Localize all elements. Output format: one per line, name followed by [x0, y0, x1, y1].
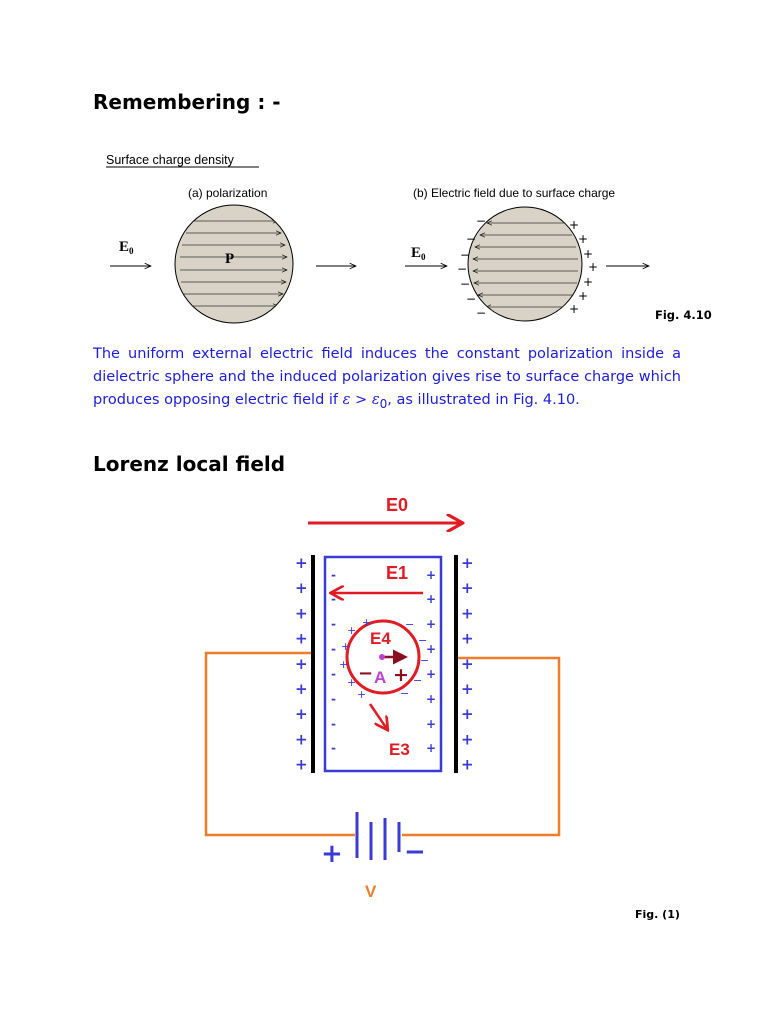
svg-text:+: +: [362, 616, 372, 629]
surface-plus: +: [578, 289, 589, 303]
dipole-minus: −: [358, 663, 374, 684]
plate-plus-right: +: [461, 579, 474, 598]
slab-minus: -: [331, 667, 336, 681]
slab-plus: +: [426, 568, 437, 582]
svg-text:−: −: [420, 654, 430, 667]
point-a-label: A: [374, 668, 387, 687]
svg-text:+: +: [357, 688, 367, 701]
circuit-wire: [206, 653, 559, 835]
slab-plus: +: [426, 717, 437, 731]
surface-minus: −: [460, 248, 471, 262]
plate-plus-right: +: [461, 755, 474, 774]
battery-plus: +: [321, 839, 343, 869]
slab-surface-charges: [331, 568, 436, 755]
panel-b-label: (b) Electric field due to surface charge: [413, 186, 616, 200]
surface-plus: +: [569, 302, 580, 316]
plate-plus-left: +: [295, 680, 308, 698]
plate-plus-left: +: [295, 629, 308, 648]
surface-minus: −: [457, 262, 468, 276]
svg-text:+: +: [347, 624, 357, 637]
plate-plus-left: +: [295, 604, 308, 623]
e4-label: E4: [370, 629, 391, 648]
surface-plus: +: [578, 232, 589, 246]
svg-text:−: −: [400, 687, 410, 700]
plate-plus-right: +: [461, 705, 474, 724]
panel-a-label: (a) polarization: [188, 186, 268, 200]
plate-plus-left: +: [295, 654, 308, 673]
plate-plus-right: +: [461, 604, 474, 623]
plate-charges: [295, 554, 474, 774]
plate-plus-right: +: [461, 654, 474, 673]
dielectric-slab: [325, 557, 441, 771]
surface-minus: −: [466, 292, 477, 306]
slab-minus: -: [331, 568, 336, 582]
surface-plus: +: [583, 247, 594, 261]
slab-minus: -: [331, 692, 336, 706]
plate-plus-left: +: [295, 755, 308, 774]
battery: [357, 812, 399, 860]
figure-caption-4-10: Fig. 4.10: [655, 308, 712, 322]
surface-minus: −: [476, 214, 487, 228]
dipole-plus: +: [393, 664, 409, 686]
polarization-label: P: [225, 251, 235, 267]
voltage-label: V: [365, 882, 377, 901]
plate-plus-right: +: [461, 629, 474, 648]
slab-plus: +: [426, 741, 437, 755]
description-paragraph: The uniform external electric field induces the constant polarization inside a dielectric sphere and the induced polarization gives rise to surface charge which produces opposing electric field if $\varepsilon > \varepsilon_0$, as illustrated in Fig. 4.10.: [93, 346, 681, 411]
plate-plus-left: +: [295, 705, 308, 724]
slab-plus: +: [426, 617, 437, 631]
surface-minus: −: [460, 277, 471, 291]
figure-polarization: [0, 0, 768, 340]
surface-plus: +: [588, 260, 599, 274]
slab-minus: -: [331, 741, 336, 755]
slab-minus: -: [331, 592, 336, 606]
figure-caption-1: Fig. (1): [635, 908, 680, 921]
e1-label: E1: [386, 563, 409, 583]
slab-plus: +: [426, 642, 437, 656]
e0-label-a: $E_0$: [119, 239, 134, 256]
plate-plus-left: +: [295, 554, 308, 572]
e3-arrow: [370, 704, 387, 729]
slab-plus: +: [426, 692, 437, 706]
cavity-surface-charges: [339, 616, 429, 701]
plate-plus-right: +: [461, 680, 474, 698]
slab-plus: +: [426, 667, 437, 681]
section-heading-lorenz: Lorenz local field: [93, 452, 286, 476]
point-a-dot: [379, 654, 385, 660]
figure-title: Surface charge density: [106, 153, 234, 167]
slab-minus: -: [331, 642, 336, 656]
svg-text:+: +: [339, 658, 349, 671]
slab-minus: -: [331, 717, 336, 731]
surface-plus: +: [583, 275, 594, 289]
plate-plus-left: +: [295, 730, 308, 749]
svg-text:−: −: [405, 618, 415, 631]
plate-plus-right: +: [461, 730, 474, 749]
section-heading-remembering: Remembering : -: [93, 90, 281, 114]
surface-plus: +: [569, 218, 580, 232]
e3-label: E3: [389, 740, 410, 759]
plate-plus-left: +: [295, 579, 308, 598]
e0-label: E0: [386, 495, 409, 515]
surface-minus: −: [466, 232, 477, 246]
slab-plus: +: [426, 592, 437, 606]
surface-minus: −: [476, 306, 487, 320]
svg-text:+: +: [341, 640, 351, 653]
svg-text:+: +: [347, 676, 357, 689]
plate-plus-right: +: [461, 554, 474, 572]
svg-text:−: −: [418, 634, 428, 647]
spherical-cavity: [347, 621, 419, 693]
svg-text:−: −: [413, 674, 423, 687]
e0-label-b: $E_0$: [411, 245, 426, 262]
slab-minus: -: [331, 617, 336, 631]
battery-minus: −: [404, 837, 426, 867]
